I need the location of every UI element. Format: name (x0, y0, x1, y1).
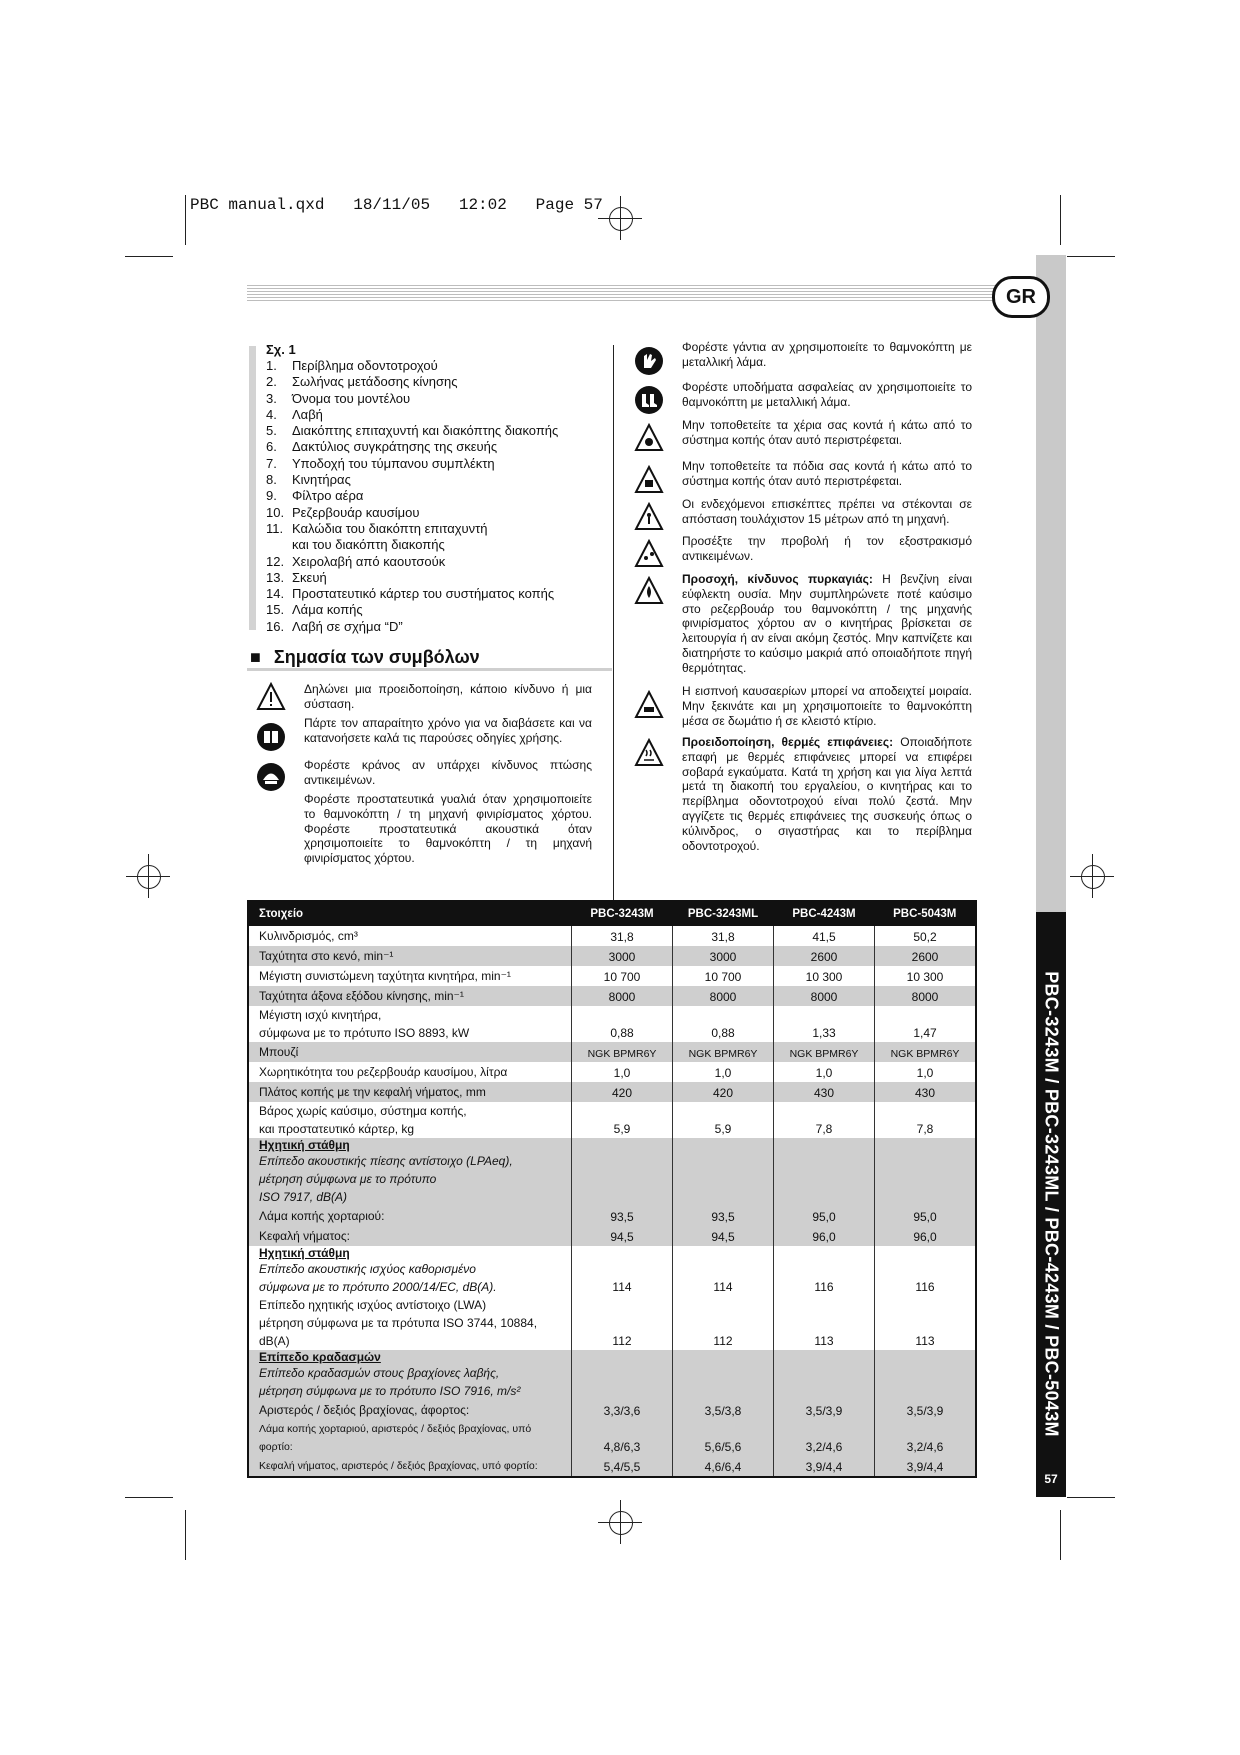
registration-mark-top (598, 196, 642, 240)
table-row-label (248, 1102, 572, 1138)
table-row (248, 1420, 976, 1456)
table-cell-value: 0,88 (572, 1006, 673, 1042)
read-manual-icon (256, 722, 286, 752)
part-label: Προστατευτικό κάρτερ του συστήματος κοπής (292, 586, 555, 602)
table-row (248, 1226, 976, 1246)
table-cell-value: 430 (875, 1082, 977, 1102)
part-number: 14. (266, 586, 285, 602)
table-cell-value: 113 (875, 1296, 977, 1350)
table-cell-value: 3,5/3,9 (774, 1400, 875, 1420)
table-row-label (248, 1062, 572, 1082)
table-cell-value: 420 (673, 1082, 774, 1102)
table-cell-value: 1,33 (774, 1006, 875, 1042)
table-row-label (248, 926, 572, 946)
part-number: 12. (266, 553, 285, 569)
symbol-text-bold: Προειδοποίηση, θερμές επιφάνειες: (682, 735, 894, 749)
table-row (248, 966, 976, 986)
table-cell-value: 8000 (875, 986, 977, 1006)
part-item (266, 391, 616, 407)
print-slug: PBC manual.qxd 18/11/05 12:02 Page 57 (190, 196, 603, 214)
table-row-label (248, 1350, 572, 1400)
part-number: 16. (266, 618, 285, 634)
table-label-line: Επίπεδο ακουστικής ισχύος καθορισμένο (259, 1262, 476, 1276)
part-number: 9. (266, 488, 277, 504)
table-cell-value: 1,0 (774, 1062, 875, 1082)
symbol-text-bold: Προσοχή, κίνδυνος πυρκαγιάς: (682, 572, 873, 586)
table-label-line: Χωρητικότητα του ρεζερβουάρ καυσίμου, λίτρα (259, 1065, 508, 1079)
table-row (248, 1350, 976, 1400)
part-number: 8. (266, 472, 277, 488)
table-cell-value: 96,0 (875, 1226, 977, 1246)
table-cell-value: 5,6/5,6 (673, 1420, 774, 1456)
table-row (248, 1102, 976, 1138)
symbol-text-thrown-objects: Προσέξτε την προβολή ή τον εξοστρακισμό αντικειμένων. (682, 534, 972, 563)
symbol-text-goggles: Φορέστε προστατευτικά γυαλιά όταν χρησιμοποιείτε το θαμνοκόπτη / τη μηχανή φινιρίσματος χόρτου. Φορέστε προστατευτικά ακουστικά όταν χρησιμοποιείτε το θαμνοκόπτη / τη μηχανή φινιρίσματος χόρτου. (304, 792, 592, 866)
table-subheading: Ηχητική στάθμη (259, 1246, 350, 1260)
part-label: Λάμα κοπής (292, 602, 363, 618)
table-row (248, 1138, 976, 1206)
table-cell-value: 0,88 (673, 1006, 774, 1042)
table-row-label (248, 946, 572, 966)
header-stripes (247, 285, 995, 303)
part-label: Διακόπτης επιταχυντή και διακόπτης διακοπής (292, 423, 559, 439)
symbol-text-read-manual: Πάρτε τον απαραίτητο χρόνο για να διαβάσετε και να κατανοήσετε καλά τις παρούσες οδηγίες χρήσης. (304, 716, 592, 745)
part-number: 13. (266, 569, 285, 585)
table-label-line: Κεφαλή νήματος: (259, 1229, 350, 1243)
table-cell-value: 3,9/4,4 (774, 1456, 875, 1477)
table-label-line: Κεφαλή νήματος, αριστερός / δεξιός βραχίονας, υπό φορτίο: (259, 1460, 538, 1472)
column-divider (613, 345, 614, 900)
gloves-icon (634, 346, 664, 376)
table-label-line: Ταχύτητα στο κενό, min⁻¹ (259, 949, 394, 963)
exhaust-fumes-icon (634, 690, 664, 720)
table-cell-value: 3,5/3,8 (673, 1400, 774, 1420)
table-row (248, 986, 976, 1006)
symbol-text-body: Η βενζίνη είναι εύφλεκτη ουσία. Μην συμπληρώνετε ποτέ καύσιμο στο ρεζερβουάρ του θαμνοκόπτη / της μηχανής φινιρίσματος χόρτου αν ο κινητήρας βρίσκεται σε λειτουργία ή αν είναι ακόμη ζεστός. Μην καπνίζετε και διατηρήστε το καύσιμο μακριά από οποιαδήποτε πηγή θερμότητας. (682, 572, 973, 675)
part-item (266, 537, 616, 553)
table-header-model: PBC-4243M (774, 901, 875, 926)
table-label-line: μέτρηση σύμφωνα με το πρότυπο (259, 1172, 437, 1186)
part-label: Περίβλημα οδοντοτροχού (292, 358, 438, 373)
table-cell-value: 1,0 (572, 1062, 673, 1082)
registration-mark-left (126, 854, 170, 898)
table-row-label (248, 1420, 572, 1456)
helmet-icon (256, 762, 286, 792)
thrown-objects-icon (634, 539, 664, 569)
part-item (266, 586, 616, 602)
table-label-line: Ταχύτητα άξονα εξόδου κίνησης, min⁻¹ (259, 989, 464, 1003)
table-cell-value: 3,5/3,9 (875, 1400, 977, 1420)
symbol-text-bystanders: Οι ενδεχόμενοι επισκέπτες πρέπει να στέκονται σε απόσταση τουλάχιστον 15 μέτρων από τη μηχανή. (682, 497, 972, 526)
part-item (266, 505, 616, 521)
side-title-band (1036, 912, 1066, 1497)
part-label: Σωλήνας μετάδοσης κίνησης (292, 374, 458, 390)
table-cell-value: 3000 (572, 946, 673, 966)
table-cell-value: 8000 (673, 986, 774, 1006)
part-label: Όνομα του μοντέλου (292, 390, 411, 406)
part-number: 15. (266, 602, 285, 618)
symbols-section-title: ■ Σημασία των συμβόλων (250, 647, 480, 667)
table-row (248, 1206, 976, 1226)
table-header-model: PBC-5043M (875, 901, 977, 926)
table-label-line: Μέγιστη συνιστώμενη ταχύτητα κινητήρα, min⁻¹ (259, 969, 511, 983)
foot-hazard-icon (634, 465, 664, 495)
table-label-line: Βάρος χωρίς καύσιμο, σύστημα κοπής, (259, 1104, 467, 1118)
table-label-line: σύμφωνα με το πρότυπο 2000/14/EC, dB(A). (259, 1280, 497, 1294)
part-item (266, 407, 616, 423)
table-cell-value: 10 700 (673, 966, 774, 986)
part-number: 2. (266, 374, 277, 390)
bystander-distance-icon (634, 502, 664, 532)
symbol-text-fumes: Η εισπνοή καυσαερίων μπορεί να αποδειχτεί μοιραία. Μην ξεκινάτε και μη χρησιμοποιείτε το θαμνοκόπτη μέσα σε δωμάτιο ή σε κλειστό κτίριο. (682, 684, 972, 728)
table-cell-value: 96,0 (774, 1226, 875, 1246)
part-item (266, 374, 616, 390)
table-label-line: Επίπεδο ακουστικής πίεσης αντίστοιχο (LPAeq), (259, 1154, 513, 1168)
table-row-label (248, 1042, 572, 1062)
part-item (266, 456, 616, 472)
part-number (266, 537, 292, 553)
part-item (266, 358, 616, 374)
table-cell-value: 420 (572, 1082, 673, 1102)
part-label: Χειρολαβή από καουτσούκ (292, 553, 446, 569)
table-cell-value: 5,9 (572, 1102, 673, 1138)
table-row-label (248, 1138, 572, 1206)
table-row (248, 1456, 976, 1477)
parts-list (266, 358, 616, 635)
table-cell-value: 3,3/3,6 (572, 1400, 673, 1420)
part-label: και του διακόπτη διακοπής (292, 537, 445, 553)
table-cell-value: NGK BPMR6Y (875, 1042, 977, 1062)
table-cell-value: 5,9 (673, 1102, 774, 1138)
table-cell-value: 95,0 (774, 1206, 875, 1226)
part-item (266, 521, 616, 537)
part-item (266, 488, 616, 504)
table-row (248, 1246, 976, 1296)
table-label-line: ISO 7917, dB(A) (259, 1190, 348, 1204)
table-label-line: σύμφωνα με το πρότυπο ISO 8893, kW (259, 1026, 470, 1040)
table-cell-value: 93,5 (572, 1206, 673, 1226)
table-cell-value: 116 (875, 1246, 977, 1296)
table-cell-value: 113 (774, 1296, 875, 1350)
table-cell-value: NGK BPMR6Y (572, 1042, 673, 1062)
table-cell-value: 114 (673, 1246, 774, 1296)
table-cell-value: 94,5 (673, 1226, 774, 1246)
table-cell-value: 3000 (673, 946, 774, 966)
table-row (248, 1006, 976, 1042)
table-cell-value: 3,9/4,4 (875, 1456, 977, 1477)
table-cell-value: 112 (572, 1296, 673, 1350)
part-label: Λαβή (292, 406, 323, 422)
part-number: 1. (266, 358, 277, 373)
table-label-line: Επίπεδο ηχητικής ισχύος αντίστοιχο (LWA) (259, 1298, 487, 1312)
symbol-text-fire (682, 572, 972, 676)
part-number: 6. (266, 439, 277, 455)
table-row-label (248, 1400, 572, 1420)
registration-mark-right (1070, 854, 1114, 898)
table-label-line: μέτρηση σύμφωνα με το πρότυπο ISO 7916, m/s² (259, 1384, 521, 1398)
table-cell-value: 10 700 (572, 966, 673, 986)
table-cell-value: 93,5 (673, 1206, 774, 1226)
hand-hazard-icon (634, 423, 664, 453)
table-label-line: Επίπεδο κραδασμών στους βραχίονες λαβής, (259, 1366, 500, 1380)
part-number: 3. (266, 390, 277, 406)
table-label-line: Κυλινδρισμός, cm³ (259, 929, 358, 943)
table-row-label (248, 1006, 572, 1042)
table-cell-value: 31,8 (572, 926, 673, 946)
part-item (266, 554, 616, 570)
table-label-line: Αριστερός / δεξιός βραχίονας, άφορτος: (259, 1403, 470, 1417)
warning-triangle-icon (256, 682, 286, 712)
table-label-line: Λάμα κοπής χορταριού, αριστερός / δεξιός βραχίονας, υπό φορτίο: (259, 1423, 532, 1453)
symbol-text-warning: Δηλώνει μια προειδοποίηση, κάποιο κίνδυνο ή μια σύσταση. (304, 682, 592, 711)
table-row-label (248, 1226, 572, 1246)
registration-mark-bottom (598, 1500, 642, 1544)
table-cell-value: 41,5 (774, 926, 875, 946)
table-cell-value (875, 1350, 977, 1400)
table-row-label (248, 1246, 572, 1296)
table-cell-value: 1,0 (875, 1062, 977, 1082)
table-cell-value: 94,5 (572, 1226, 673, 1246)
square-bullet-icon: ■ (250, 647, 261, 667)
table-cell-value (774, 1350, 875, 1400)
part-item (266, 439, 616, 455)
table-cell-value (774, 1138, 875, 1206)
specifications-table (247, 900, 977, 1478)
part-label: Ρεζερβουάρ καυσίμου (292, 504, 420, 520)
part-label: Υποδοχή του τύμπανου συμπλέκτη (292, 455, 495, 471)
table-row (248, 1042, 976, 1062)
symbol-text-helmet: Φορέστε κράνος αν υπάρχει κίνδυνος πτώσης αντικειμένων. (304, 758, 592, 787)
part-item (266, 570, 616, 586)
part-item (266, 472, 616, 488)
hot-surface-icon (634, 738, 664, 768)
table-cell-value: NGK BPMR6Y (673, 1042, 774, 1062)
page-number: 57 (1044, 1472, 1058, 1486)
table-cell-value: 116 (774, 1246, 875, 1296)
table-cell-value: 2600 (875, 946, 977, 966)
table-label-line: Πλάτος κοπής με την κεφαλή νήματος, mm (259, 1085, 486, 1099)
table-cell-value: 4,8/6,3 (572, 1420, 673, 1456)
table-cell-value (875, 1138, 977, 1206)
part-label: Δακτύλιος συγκράτησης της σκευής (292, 439, 498, 455)
table-cell-value: 50,2 (875, 926, 977, 946)
table-cell-value: 5,4/5,5 (572, 1456, 673, 1477)
table-row-label (248, 1206, 572, 1226)
table-cell-value: 10 300 (875, 966, 977, 986)
table-header-model: PBC-3243M (572, 901, 673, 926)
table-cell-value: 7,8 (875, 1102, 977, 1138)
table-cell-value: 8000 (572, 986, 673, 1006)
table-cell-value: 7,8 (774, 1102, 875, 1138)
part-number: 7. (266, 455, 277, 471)
section-rule (247, 668, 612, 671)
table-cell-value: 8000 (774, 986, 875, 1006)
table-cell-value: 10 300 (774, 966, 875, 986)
part-label: Φίλτρο αέρα (292, 488, 364, 504)
table-row (248, 1400, 976, 1420)
table-cell-value: 31,8 (673, 926, 774, 946)
table-cell-value (673, 1350, 774, 1400)
legend-bar (249, 346, 256, 630)
symbol-text-body: Οποιαδήποτε επαφή με θερμές επιφάνειες μπορεί να επιφέρει σοβαρά εγκαύματα. Κατά τη χρήση και για λίγα λεπτά μετά τη διακοπή του εργαλείου, ο κινητήρας και το περίβλημα οδοντοτροχού είναι πολύ ζεστά. Μην αγγίζετε τις θερμές επιφάνειες της συσκευής όπως ο κύλινδρος, ο σιγαστήρας και το περίβλημα οδοντοτροχού. (682, 735, 972, 853)
figure-title: Σχ. 1 (266, 342, 296, 357)
side-title: PBC-3243M / PBC-3243ML / PBC-4243M / PBC-5043M (1041, 971, 1062, 1437)
table-subheading: Ηχητική στάθμη (259, 1138, 350, 1152)
table-row (248, 1296, 976, 1350)
table-cell-value: 1,0 (673, 1062, 774, 1082)
table-row (248, 946, 976, 966)
symbol-text-hot-surfaces (682, 735, 972, 853)
table-cell-value (673, 1138, 774, 1206)
table-row-label (248, 1456, 572, 1477)
symbol-text-hands: Μην τοποθετείτε τα χέρια σας κοντά ή κάτω από το σύστημα κοπής όταν αυτό περιστρέφεται. (682, 418, 972, 447)
part-label: Καλώδια του διακόπτη επιταχυντή (292, 520, 488, 536)
table-cell-value (572, 1138, 673, 1206)
part-number: 11. (266, 520, 284, 536)
table-header-item: Στοιχείο (248, 901, 572, 926)
table-label-line: Λάμα κοπής χορταριού: (259, 1209, 385, 1223)
table-cell-value: 3,2/4,6 (774, 1420, 875, 1456)
part-number: 10. (266, 504, 285, 520)
table-row-label (248, 1082, 572, 1102)
symbol-text-feet: Μην τοποθετείτε τα πόδια σας κοντά ή κάτω από το σύστημα κοπής όταν αυτό περιστρέφεται. (682, 459, 972, 488)
table-row (248, 1062, 976, 1082)
table-cell-value: 114 (572, 1246, 673, 1296)
table-header-model: PBC-3243ML (673, 901, 774, 926)
table-row-label (248, 986, 572, 1006)
table-cell-value: 3,2/4,6 (875, 1420, 977, 1456)
part-number: 5. (266, 423, 277, 439)
part-label: Λαβή σε σχήμα “D” (292, 618, 403, 634)
table-cell-value: 112 (673, 1296, 774, 1350)
part-item (266, 423, 616, 439)
part-label: Σκευή (292, 569, 327, 585)
table-row-label (248, 1296, 572, 1350)
table-label-line: μέτρηση σύμφωνα με τα πρότυπα ISO 3744, 10884, dB(A) (259, 1316, 538, 1348)
table-label-line: Μπουζί (259, 1045, 299, 1059)
table-subheading: Επίπεδο κραδασμών (259, 1350, 381, 1364)
symbol-text-gloves: Φορέστε γάντια αν χρησιμοποιείτε το θαμνοκόπτη με μεταλλική λάμα. (682, 340, 972, 369)
fire-hazard-icon (634, 576, 664, 606)
table-cell-value: 2600 (774, 946, 875, 966)
table-cell-value: 1,47 (875, 1006, 977, 1042)
part-item (266, 619, 616, 635)
table-label-line: Μέγιστη ισχύ κινητήρα, (259, 1008, 382, 1022)
part-number: 4. (266, 406, 277, 422)
table-row-label (248, 966, 572, 986)
table-cell-value (572, 1350, 673, 1400)
boots-icon (634, 385, 664, 415)
language-tab: GR (992, 276, 1050, 318)
table-cell-value: 95,0 (875, 1206, 977, 1226)
part-label: Κινητήρας (292, 472, 351, 488)
table-cell-value: 430 (774, 1082, 875, 1102)
table-cell-value: NGK BPMR6Y (774, 1042, 875, 1062)
part-item (266, 602, 616, 618)
table-cell-value: 4,6/6,4 (673, 1456, 774, 1477)
table-row (248, 926, 976, 946)
symbol-text-boots: Φορέστε υποδήματα ασφαλείας αν χρησιμοποιείτε το θαμνοκόπτη με μεταλλική λάμα. (682, 380, 972, 409)
table-label-line: και προστατευτικό κάρτερ, kg (259, 1122, 415, 1136)
table-row (248, 1082, 976, 1102)
